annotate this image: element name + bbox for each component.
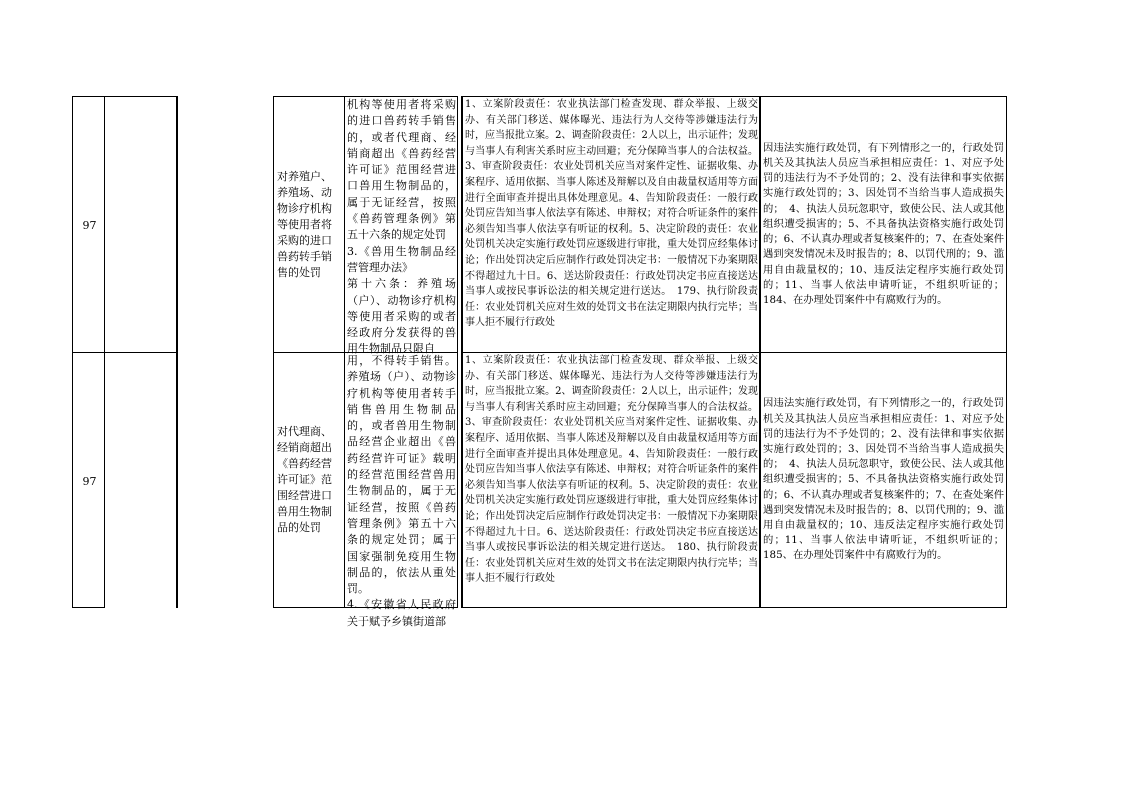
responsibility-cell xyxy=(461,96,761,352)
responsibility-text: 1、立案阶段责任：农业执法部门检查发现、群众举报、上级交办、有关部门移送、媒体曝光、违法行为人交待等涉嫌违法行为时，应当报批立案。2、调查阶段责任：2人以上，出示证件；发现与当事人有利害关系时应主动回避；充分保障当事人的合法权益。3、审查阶段责任：农业处罚机关应当对案件定性、证据收集、办案程序、适用依据、当事人陈述及辩解以及自由裁量权适用等方面进行全面审查并提出具体处理意见。4、告知阶段责任：一般行政处罚应告知当事人依法享有陈述、申辩权；对符合听证条件的案件必须告知当事人依法享有听证的权利。5、决定阶段的责任：农业处罚机关决定实施行政处罚应逐级进行审批，重大处罚应经集体讨论；作出处罚决定后应制作行政处罚决定书：一般情况下办案期限不得超过九十日。6、送达阶段责任：行政处罚决定书应直接送达当事人或按民事诉讼法的相关规定进行送达。 180、执行阶段责任：农业处罚机关应对生效的处罚文书在法定期限内执行完毕；当事人拒不履行行政处 xyxy=(465,355,758,585)
table-row xyxy=(72,96,1007,356)
accountability-text: 因违法实施行政处罚，有下列情形之一的，行政处罚机关及其执法人员应当承担相应责任：1、对应予处罚的违法行为不予处罚的；2、没有法律和事实依据实施行政处罚的；3、因处罚不当给当事人造成损失的； 4、执法人员玩忽职守，致使公民、法人或其他组织遭受损害的；5、不具备执法资格实施行政处罚的；6、不认真办理或者复核案件的；7、在查处案件遇到突发情况未及时报告的；8、以罚代刑的；9、滥用自由裁量权的；10、违反法定程序实施行政处罚的；11、当事人依法申请听证，不组织听证的；184、在办理处罚案件中有腐败行为的。 xyxy=(763,141,1004,306)
item-name-text: 对养殖户、养殖场、动物诊疗机构等使用者将采购的进口兽药转手销售的处罚 xyxy=(277,169,332,279)
item-name-cell xyxy=(273,96,345,352)
blank-cell xyxy=(105,352,177,608)
responsibility-cell xyxy=(461,352,761,608)
responsibility-text: 1、立案阶段责任：农业执法部门检查发现、群众举报、上级交办、有关部门移送、媒体曝光、违法行为人交待等涉嫌违法行为时，应当报批立案。2、调查阶段责任：2人以上，出示证件；发现与当事人有利害关系时应主动回避；充分保障当事人的合法权益。3、审查阶段责任：农业处罚机关应当对案件定性、证据收集、办案程序、适用依据、当事人陈述及辩解以及自由裁量权适用等方面进行全面审查并提出具体处理意见。4、告知阶段责任：一般行政处罚应告知当事人依法享有陈述、申辩权；对符合听证条件的案件必须告知当事人依法享有听证的权利。5、决定阶段的责任：农业处罚机关决定实施行政处罚应逐级进行审批，重大处罚应经集体讨论；作出处罚决定后应制作行政处罚决定书：一般情况下办案期限不得超过九十日。6、送达阶段责任：行政处罚决定书应直接送达当事人或按民事诉讼法的相关规定进行送达。 179、执行阶段责任：农业处罚机关应对生效的处罚文书在法定期限内执行完毕；当事人拒不履行行政处 xyxy=(465,99,758,329)
table-row xyxy=(72,352,1007,628)
accountability-cell xyxy=(761,96,1007,352)
item-name-cell xyxy=(273,352,345,608)
item-name-text: 对代理商、经销商超出《兽药经营许可证》范围经营进口兽用生物制品的处罚 xyxy=(277,425,332,534)
item-name xyxy=(277,97,342,352)
accountability xyxy=(763,97,1004,352)
row-number-cell xyxy=(72,96,105,352)
row-number-cell xyxy=(72,352,105,608)
accountability xyxy=(763,353,1004,607)
legal-basis-cell xyxy=(345,352,458,628)
accountability-cell xyxy=(761,352,1007,608)
blank-cell xyxy=(105,96,177,352)
item-name xyxy=(277,353,342,607)
penalty-table xyxy=(72,96,1007,628)
legal-basis: 机构等使用者将采购的进口兽药转手销售的，或者代理商、经销商超出《兽药经营许可证》范围经营进口兽用生物制品的，属于无证经营，按照《兽药管理条例》第五十六条的规定处罚 3.《兽用生物制品经营管理办法》 第十六条：养殖场（户）、动物诊疗机构等使用者采购的或者经政府分发获得的兽用生物制品只限自 xyxy=(347,98,456,356)
row-number: 97 xyxy=(82,218,97,232)
legal-basis: 用，不得转手销售。养殖场（户）、动物诊疗机构等使用者转手销售兽用生物制品的，或者兽用生物制品经营企业超出《兽药经营许可证》载明的经营范围经营兽用生物制品的，属于无证经营，按照《兽药管理条例》第五十六条的规定处罚；属于国家强制免疫用生物制品的，依法从重处罚。 4.《安徽省人民政府关于赋予乡镇街道部 xyxy=(347,354,456,628)
row-number: 97 xyxy=(82,474,97,488)
column-divider xyxy=(176,96,178,608)
legal-basis-cell xyxy=(345,96,458,356)
accountability-text: 因违法实施行政处罚，有下列情形之一的，行政处罚机关及其执法人员应当承担相应责任：1、对应予处罚的违法行为不予处罚的；2、没有法律和事实依据实施行政处罚的；3、因处罚不当给当事人造成损失的； 4、执法人员玩忽职守，致使公民、法人或其他组织遭受损害的；5、不具备执法资格实施行政处罚的；6、不认真办理或者复核案件的；7、在查处案件遇到突发情况未及时报告的；8、以罚代刑的；9、滥用自由裁量权的；10、违反法定程序实施行政处罚的；11、当事人依法申请听证，不组织听证的；185、在办理处罚案件中有腐败行为的。 xyxy=(763,397,1004,562)
